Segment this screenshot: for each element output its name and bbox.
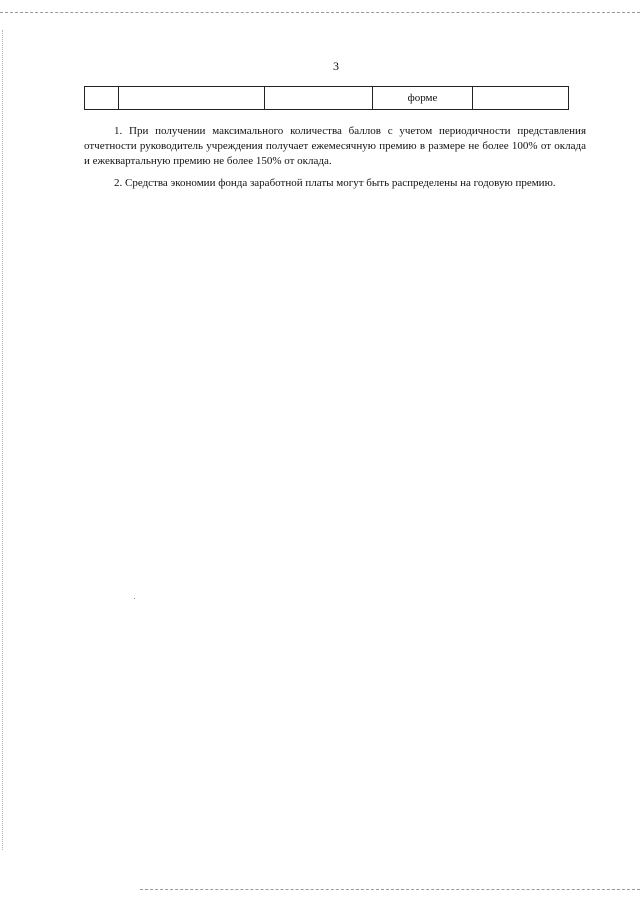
table-cell-number (85, 87, 119, 110)
page-number: 3 (333, 59, 339, 73)
table-fragment (84, 86, 569, 110)
table-cell-form: форме (373, 87, 473, 110)
scan-speck (134, 598, 135, 599)
table-cell-points (473, 87, 569, 110)
table-row (85, 87, 569, 110)
table-cell-criteria (265, 87, 373, 110)
table-cell-indicator (119, 87, 265, 110)
scan-edge-left (2, 30, 3, 850)
scan-edge-bottom (140, 889, 640, 890)
scan-edge-top (0, 12, 640, 13)
paragraph-bonus-rules: 1. При получении максимального количества баллов с учетом периодичности представления отчетности руководитель учреждения получает ежемесячную премию в размере не более 100% от оклада и ежеквартальную премию не более 150% от оклада. (84, 125, 586, 167)
paragraph-annual-bonus: 2. Средства экономии фонда заработной платы могут быть распределены на годовую премию. (114, 177, 556, 189)
